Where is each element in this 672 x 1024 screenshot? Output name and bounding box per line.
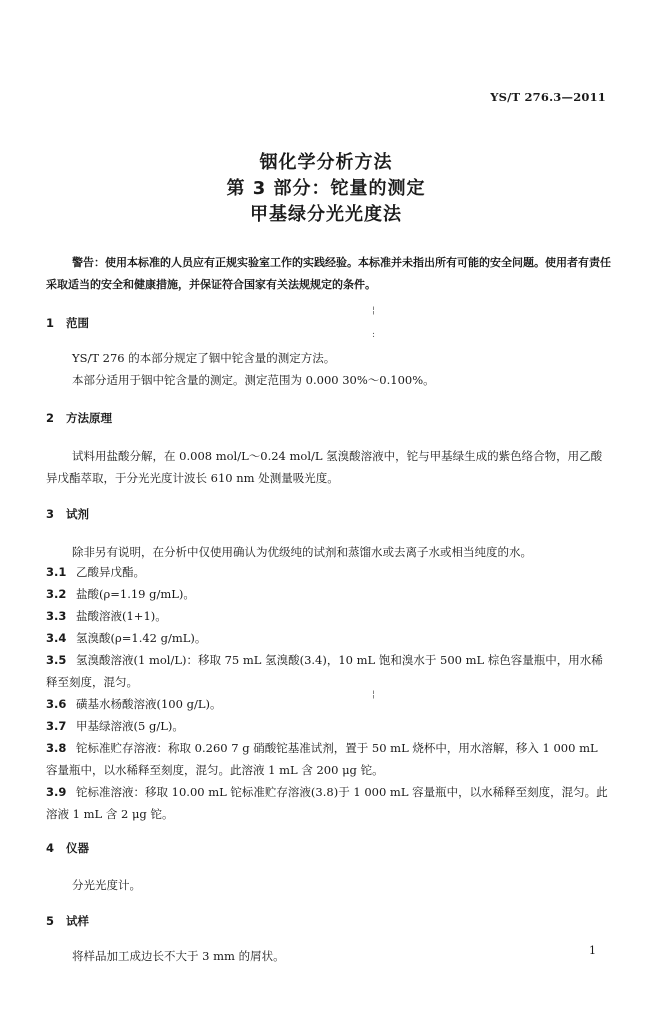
item-text: 氢溴酸(ρ=1.42 g/mL)。 <box>76 631 207 645</box>
item-text: 盐酸溶液(1+1)。 <box>76 609 167 623</box>
section-title: 范围 <box>66 316 89 330</box>
scan-speck: : <box>372 330 376 340</box>
section-title: 方法原理 <box>66 411 112 425</box>
section-1-paragraph-2: 本部分适用于铟中铊含量的测定。测定范围为 0.000 30%～0.100%。 <box>72 373 435 387</box>
item-text: 磺基水杨酸溶液(100 g/L)。 <box>76 697 222 711</box>
section-title: 仪器 <box>66 841 89 855</box>
section-5-heading <box>46 913 89 929</box>
item-number: 3.1 <box>46 565 67 579</box>
item-text: 甲基绿溶液(5 g/L)。 <box>76 719 184 733</box>
standard-code: YS/T 276.3—2011 <box>490 90 606 104</box>
section-2-heading <box>46 410 112 426</box>
document-title <box>0 150 652 228</box>
section-3-intro: 除非另有说明，在分析中仅使用确认为优级纯的试剂和蒸馏水或去离子水或相当纯度的水。 <box>72 545 532 559</box>
item-number: 3.2 <box>46 587 67 601</box>
section-number: 4 <box>46 841 55 855</box>
section-1-heading <box>46 315 89 331</box>
section-1-paragraph-1: YS/T 276 的本部分规定了铟中铊含量的测定方法。 <box>72 351 336 365</box>
reagent-item <box>46 605 612 627</box>
section-number: 1 <box>46 316 55 330</box>
item-text: 铊标准溶液：移取 10.00 mL 铊标准贮存溶液(3.8)于 1 000 mL 容量瓶中，以水稀释至刻度，混匀。此溶液 1 mL 含 2 μg 铊。 <box>46 785 608 821</box>
section-4-paragraph-1: 分光光度计。 <box>72 878 141 892</box>
item-number: 3.4 <box>46 631 67 645</box>
page-number: 1 <box>589 944 596 957</box>
scan-speck: ¦ <box>372 306 376 316</box>
item-number: 3.9 <box>46 785 67 799</box>
title-line-2: 第 3 部分：铊量的测定 <box>226 178 426 199</box>
item-number: 3.5 <box>46 653 67 667</box>
reagent-item <box>46 693 612 715</box>
reagent-item <box>46 649 612 693</box>
title-line-3: 甲基绿分光光度法 <box>250 204 402 225</box>
section-3-heading <box>46 506 89 522</box>
reagent-item <box>46 561 612 583</box>
reagent-item <box>46 715 612 737</box>
safety-warning: 警告：使用本标准的人员应有正规实验室工作的实践经验。本标准并未指出所有可能的安全问题。使用者有责任采取适当的安全和健康措施，并保证符合国家有关法规规定的条件。 <box>46 256 611 291</box>
reagent-item <box>46 627 612 649</box>
item-text: 氢溴酸溶液(1 mol/L)：移取 75 mL 氢溴酸(3.4)，10 mL 饱和溴水于 500 mL 棕色容量瓶中，用水稀释至刻度，混匀。 <box>46 653 603 689</box>
scan-speck: ¦ <box>372 690 376 700</box>
item-text: 盐酸(ρ=1.19 g/mL)。 <box>76 587 195 601</box>
section-number: 2 <box>46 411 55 425</box>
item-number: 3.8 <box>46 741 67 755</box>
title-line-1: 铟化学分析方法 <box>259 152 393 173</box>
item-text: 铊标准贮存溶液：称取 0.260 7 g 硝酸铊基准试剂，置于 50 mL 烧杯中，用水溶解，移入 1 000 mL 容量瓶中，以水稀释至刻度，混匀。此溶液 1 mL 含 200 μg 铊。 <box>46 741 598 777</box>
section-number: 3 <box>46 507 55 521</box>
item-text: 乙酸异戊酯。 <box>76 565 145 579</box>
reagent-item <box>46 781 612 825</box>
section-5-paragraph-1: 将样品加工成边长不大于 3 mm 的屑状。 <box>72 949 285 963</box>
item-number: 3.3 <box>46 609 67 623</box>
section-4-heading <box>46 840 89 856</box>
item-number: 3.6 <box>46 697 67 711</box>
section-number: 5 <box>46 914 55 928</box>
section-title: 试剂 <box>66 507 89 521</box>
item-number: 3.7 <box>46 719 67 733</box>
reagent-item <box>46 583 612 605</box>
reagent-item <box>46 737 612 781</box>
section-title: 试样 <box>66 914 89 928</box>
section-2-paragraph-1: 试料用盐酸分解，在 0.008 mol/L～0.24 mol/L 氢溴酸溶液中，铊与甲基绿生成的紫色络合物，用乙酸异戊酯萃取，于分光光度计波长 610 nm 处测量吸光度。 <box>46 449 603 485</box>
